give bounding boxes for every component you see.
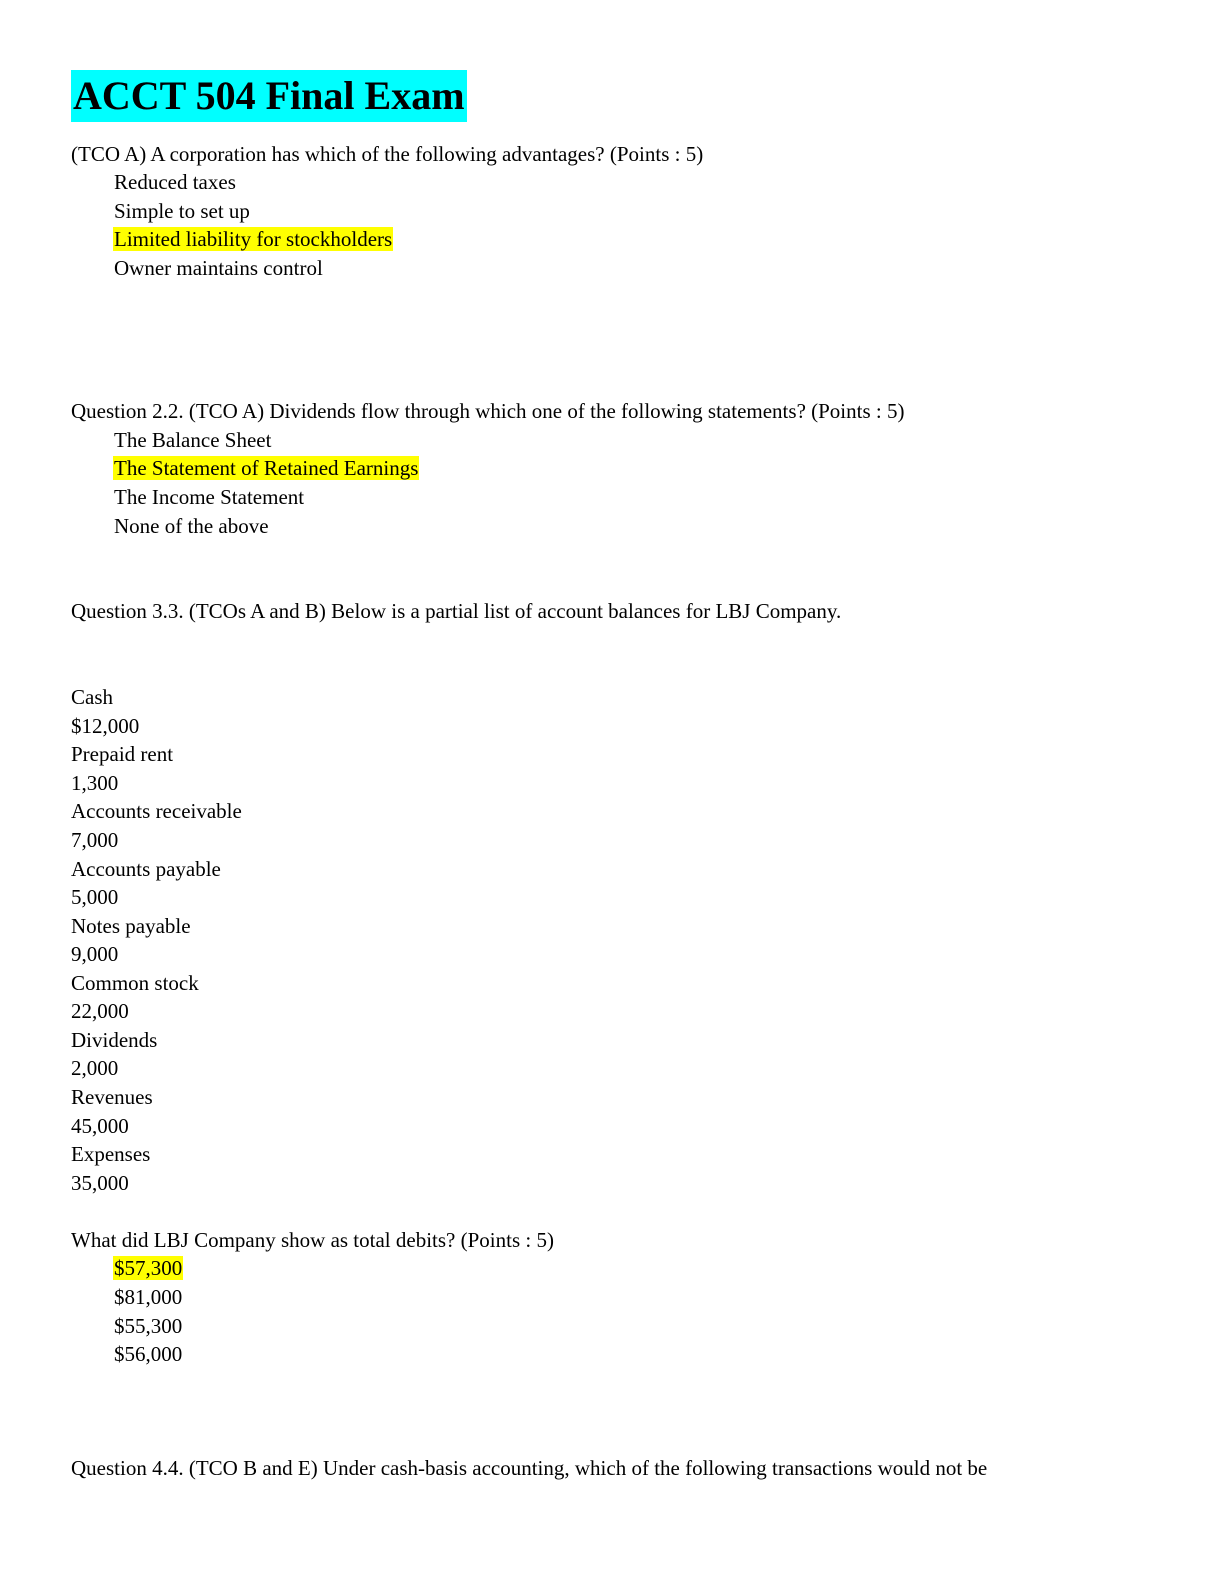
option-label: Reduced taxes (114, 170, 236, 194)
question-1-option-a (113, 168, 237, 196)
account-name-accounts-payable: Accounts payable (71, 857, 221, 881)
option-label: Owner maintains control (114, 256, 323, 280)
account-amount-notes-payable: 9,000 (71, 942, 119, 966)
account-name-prepaid-rent: Prepaid rent (71, 742, 174, 766)
question-1-option-d (113, 254, 324, 282)
account-name-notes-payable: Notes payable (71, 914, 191, 938)
option-label: The Balance Sheet (114, 428, 272, 452)
question-1-option-c (113, 225, 393, 253)
question-2-option-d (113, 512, 270, 540)
option-label: The Income Statement (114, 485, 305, 509)
account-amount-common-stock: 22,000 (71, 999, 129, 1023)
account-amount-dividends: 2,000 (71, 1056, 119, 1080)
account-name-cash: Cash (71, 685, 113, 709)
account-amount-cash: $12,000 (71, 714, 140, 738)
option-label-highlighted: The Statement of Retained Earnings (114, 456, 419, 480)
question-3-text: Question 3.3. (TCOs A and B) Below is a partial list of account balances for LBJ Company. (71, 599, 842, 623)
account-amount-expenses: 35,000 (71, 1171, 129, 1195)
account-amount-accounts-payable: 5,000 (71, 885, 119, 909)
account-name-accounts-receivable: Accounts receivable (71, 799, 242, 823)
page-title: ACCT 504 Final Exam (71, 70, 467, 122)
option-label: $81,000 (114, 1285, 183, 1309)
option-label-highlighted: $57,300 (114, 1256, 183, 1280)
question-3-option-b (113, 1283, 183, 1311)
question-3-prompt: What did LBJ Company show as total debits? (Points : 5) (71, 1228, 554, 1252)
question-1-option-b (113, 197, 251, 225)
account-name-revenues: Revenues (71, 1085, 153, 1109)
option-label: $55,300 (114, 1314, 183, 1338)
option-label: None of the above (114, 514, 269, 538)
option-label: $56,000 (114, 1342, 183, 1366)
question-2-text: Question 2.2. (TCO A) Dividends flow through which one of the following statements? (Points : 5) (71, 399, 905, 423)
account-amount-revenues: 45,000 (71, 1114, 129, 1138)
account-name-dividends: Dividends (71, 1028, 158, 1052)
question-1-text: (TCO A) A corporation has which of the following advantages? (Points : 5) (71, 142, 704, 166)
account-amount-prepaid-rent: 1,300 (71, 771, 119, 795)
account-name-common-stock: Common stock (71, 971, 199, 995)
option-label-highlighted: Limited liability for stockholders (114, 227, 393, 251)
question-3-option-a (113, 1254, 183, 1282)
account-name-expenses: Expenses (71, 1142, 151, 1166)
question-2-option-c (113, 483, 305, 511)
question-3-option-d (113, 1340, 183, 1368)
question-2-option-b (113, 454, 419, 482)
question-3-option-c (113, 1312, 183, 1340)
option-label: Simple to set up (114, 199, 250, 223)
account-amount-accounts-receivable: 7,000 (71, 828, 119, 852)
question-4-text: Question 4.4. (TCO B and E) Under cash-basis accounting, which of the following transactions would not be (71, 1456, 988, 1480)
question-2-option-a (113, 426, 272, 454)
